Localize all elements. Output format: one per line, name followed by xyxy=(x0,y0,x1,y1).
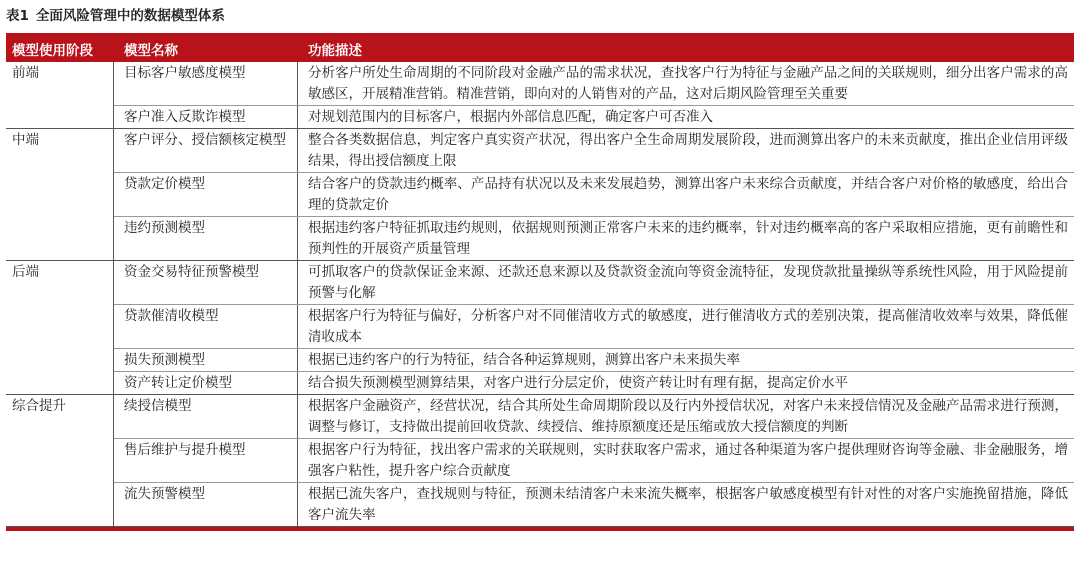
model-name: 资金交易特征预警模型 xyxy=(114,261,298,304)
model-description: 对规划范围内的目标客户，根据内外部信息匹配，确定客户可否准入 xyxy=(308,109,713,125)
table-number: 表1 xyxy=(6,8,29,24)
model-name: 资产转让定价模型 xyxy=(114,372,298,394)
model-name: 损失预测模型 xyxy=(114,349,298,371)
table-title-text: 全面风险管理中的数据模型体系 xyxy=(35,8,225,24)
table-row xyxy=(114,173,1074,217)
stage-label: 中端 xyxy=(6,129,114,260)
model-name: 贷款定价模型 xyxy=(114,173,298,216)
model-description: 结合客户的贷款违约概率、产品持有状况以及未来发展趋势，测算出客户未来综合贡献度，并结合客户对价格的敏感度，给出合理的贷款定价 xyxy=(308,176,1068,213)
table-row xyxy=(114,372,1074,394)
header-stage: 模型使用阶段 xyxy=(12,42,93,59)
model-description: 根据已违约客户的行为特征，结合各种运算规则，测算出客户未来损失率 xyxy=(308,352,740,368)
stage-label: 后端 xyxy=(6,261,114,394)
stage-group-back xyxy=(6,261,1074,395)
table-header xyxy=(6,33,1074,62)
stage-models xyxy=(114,395,1074,526)
model-description: 根据客户行为特征，找出客户需求的关联规则，实时获取客户需求，通过各种渠道为客户提供理财咨询等金融、非金融服务，增强客户粘性，提升客户综合贡献度 xyxy=(308,442,1068,479)
model-name: 售后维护与提升模型 xyxy=(114,439,298,482)
table-row xyxy=(114,62,1074,106)
table-row xyxy=(114,129,1074,173)
table-row xyxy=(114,439,1074,483)
model-name: 客户准入反欺诈模型 xyxy=(114,106,298,128)
model-name: 目标客户敏感度模型 xyxy=(114,62,298,105)
model-name: 违约预测模型 xyxy=(114,217,298,260)
table-row xyxy=(114,349,1074,372)
model-description: 根据客户行为特征与偏好，分析客户对不同催清收方式的敏感度，进行催清收方式的差别决策，提高催清收效率与效果，降低催清收成本 xyxy=(308,308,1068,345)
stage-label: 前端 xyxy=(6,62,114,128)
table-title xyxy=(6,5,225,27)
model-description: 可抓取客户的贷款保证金来源、还款还息来源以及贷款资金流向等资金流特征，发现贷款批量操纵等系统性风险，用于风险提前预警与化解 xyxy=(308,264,1068,301)
table-row xyxy=(114,261,1074,305)
table-row xyxy=(114,305,1074,349)
model-description: 结合损失预测模型测算结果，对客户进行分层定价，使资产转让时有理有据，提高定价水平 xyxy=(308,375,848,391)
model-name: 流失预警模型 xyxy=(114,483,298,526)
stage-models xyxy=(114,129,1074,260)
model-description: 根据已流失客户，查找规则与特征，预测未结清客户未来流失概率，根据客户敏感度模型有针对性的对客户实施挽留措施，降低客户流失率 xyxy=(308,486,1068,523)
model-description: 根据客户金融资产，经营状况，结合其所处生命周期阶段以及行内外授信状况，对客户未来授信情况及金融产品需求进行预测，调整与修订，支持做出提前回收贷款、续授信、维持原额度还是压缩或放大授信额度的判断 xyxy=(308,398,1068,435)
header-description: 功能描述 xyxy=(308,42,362,59)
stage-group-middle xyxy=(6,129,1074,261)
model-description: 整合各类数据信息，判定客户真实资产状况，得出客户全生命周期发展阶段，进而测算出客户的未来贡献度，推出企业信用评级结果，得出授信额度上限 xyxy=(308,132,1068,169)
header-model-name: 模型名称 xyxy=(124,42,178,59)
stage-group-overall xyxy=(6,395,1074,527)
table-bottom-rule xyxy=(6,527,1074,531)
table-row xyxy=(114,106,1074,128)
model-description: 分析客户所处生命周期的不同阶段对金融产品的需求状况，查找客户行为特征与金融产品之间的关联规则，细分出客户需求的高敏感区，开展精准营销。精准营销，即向对的人销售对的产品，这对后期风险管理至关重要 xyxy=(308,65,1068,102)
stage-label: 综合提升 xyxy=(6,395,114,526)
stage-models xyxy=(114,62,1074,128)
table-row xyxy=(114,395,1074,439)
model-name: 客户评分、授信额核定模型 xyxy=(114,129,298,172)
stage-group-front xyxy=(6,62,1074,129)
table-row xyxy=(114,217,1074,260)
model-name: 续授信模型 xyxy=(114,395,298,438)
model-description: 根据违约客户特征抓取违约规则，依据规则预测正常客户未来的违约概率，针对违约概率高的客户采取相应措施，更有前瞻性和预判性的开展资产质量管理 xyxy=(308,220,1068,257)
table-row xyxy=(114,483,1074,526)
model-system-table xyxy=(6,33,1074,531)
model-name: 贷款催清收模型 xyxy=(114,305,298,348)
stage-models xyxy=(114,261,1074,394)
